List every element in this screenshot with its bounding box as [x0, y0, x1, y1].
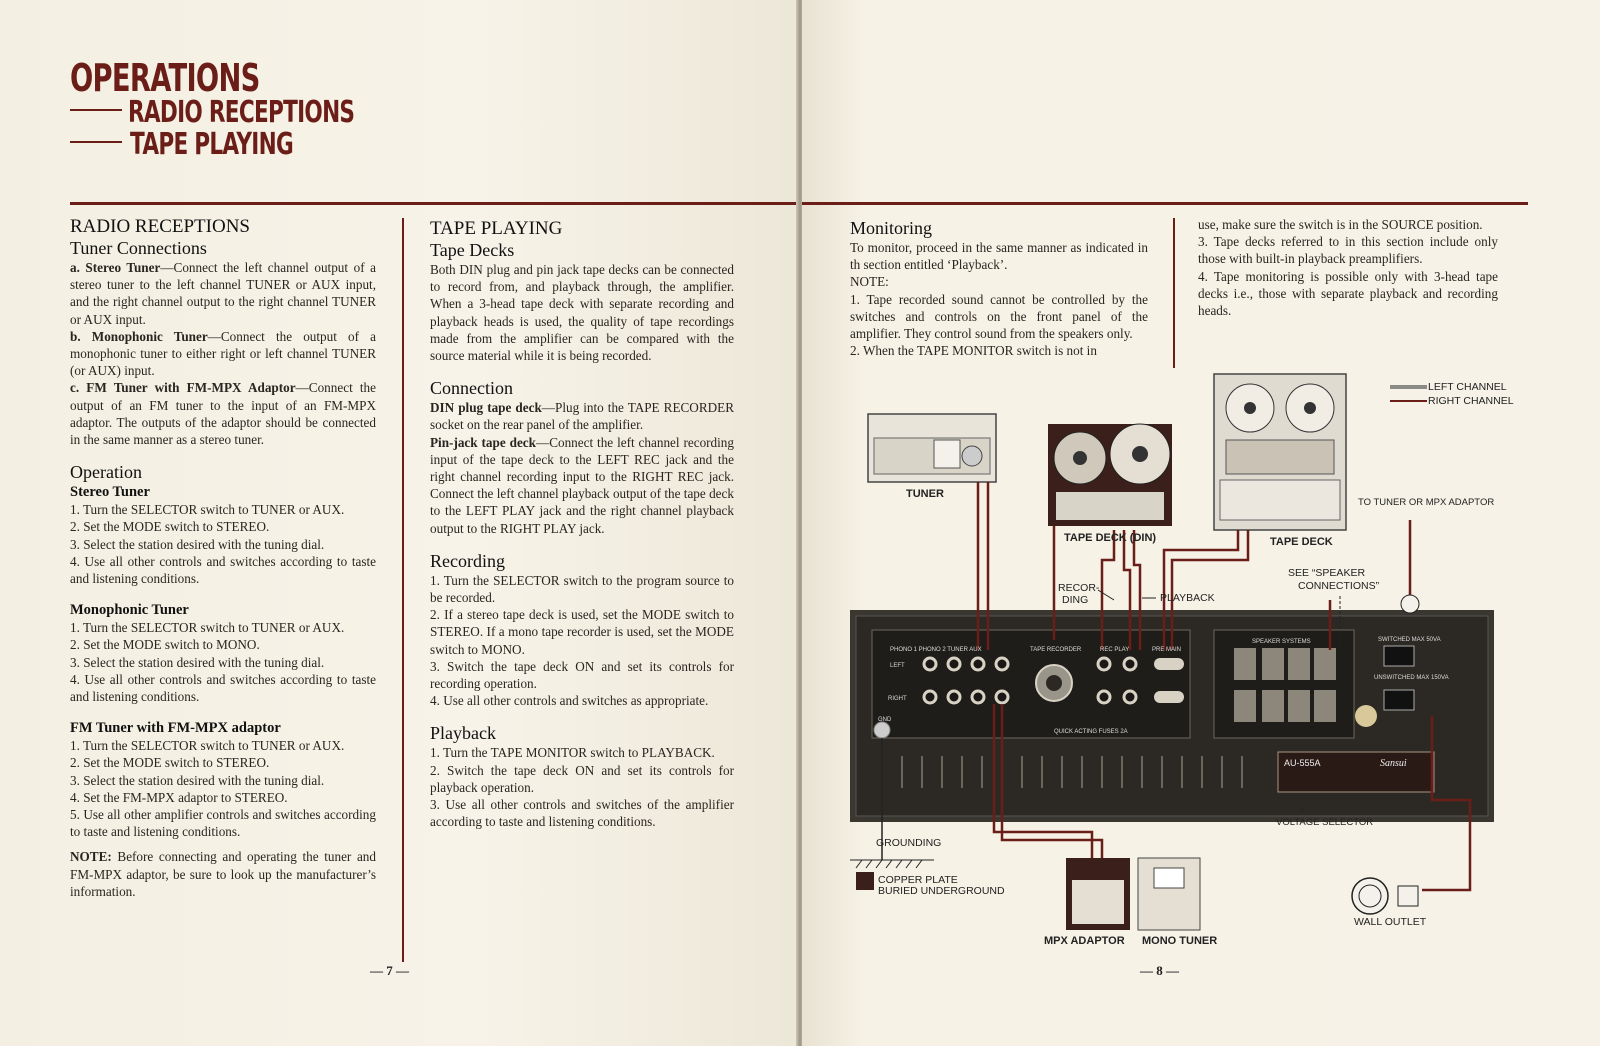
text-stereo-tuner: —Connect the left channel output of a stereo tuner to the left channel TUNER or AUX input, and the right channel output to the right channel TUNER or AUX input. [70, 260, 376, 327]
label-copper-plate: COPPER PLATE [878, 874, 958, 886]
step: 2. Set the MODE switch to STEREO. [70, 519, 270, 535]
heading-tuner-connections: Tuner Connections [70, 238, 207, 258]
column-tape [430, 218, 734, 830]
label-right-channel: RIGHT CHANNEL [1428, 395, 1514, 407]
label-see-speaker: SEE “SPEAKER [1288, 567, 1366, 579]
panel-switched-label: SWITCHED MAX 50VA [1378, 637, 1441, 643]
heading-radio-receptions: RADIO RECEPTIONS [70, 216, 250, 237]
panel-right-label: RIGHT [888, 696, 907, 702]
step: 3. Select the station desired with the tuning dial. [70, 772, 325, 788]
title-radio-receptions: RADIO RECEPTIONS [128, 95, 355, 130]
note-label: NOTE: [850, 274, 889, 290]
heading-recording: Recording [430, 550, 505, 571]
label-voltage-selector: VOLTAGE SELECTOR [1276, 817, 1374, 828]
step: 5. Use all other amplifier controls and switches according to taste and listening conditions. [70, 807, 376, 840]
panel-tape-recorder-label: TAPE RECORDER [1030, 647, 1082, 653]
label-wall-outlet: WALL OUTLET [1354, 916, 1427, 928]
paragraph-din [430, 399, 734, 433]
label-tuner: TUNER [906, 488, 944, 500]
label-playback: PLAYBACK [1160, 592, 1215, 604]
heading-monitoring: Monitoring [850, 218, 933, 238]
note-item: 1. Tape recorded sound cannot be controlled by the switches and controls on the front panel of the amplifier. They control sound from the speakers only. [850, 291, 1148, 342]
step: 1. Turn the SELECTOR switch to the program source to be recorded. [430, 572, 734, 606]
panel-left-label: LEFT [890, 663, 905, 669]
heading-connection: Connection [430, 378, 513, 399]
panel-pre-main-label: PRE MAIN [1152, 647, 1182, 653]
page-title: OPERATIONS [70, 56, 260, 100]
text-mono-tuner: —Connect the output of a monophonic tuner to either right or left channel TUNER (or AUX) input. [70, 328, 377, 379]
plug-icon [1401, 595, 1419, 613]
note-item: 4. Tape monitoring is possible only with 3-head tape decks i.e., those with separate playback and recording heads. [1198, 268, 1498, 319]
step: 3. Select the station desired with the tuning dial. [70, 654, 325, 670]
heading-tape-decks: Tape Decks [430, 240, 515, 260]
step: 2. Set the MODE switch to MONO. [70, 637, 260, 653]
label-mono-tuner: MONO TUNER [1142, 935, 1218, 947]
label-buried-underground: BURIED UNDERGROUND [878, 885, 1005, 897]
note-text: Before connecting and operating the tuner and FM-MPX adaptor, be sure to look up the manufacturer’s information. [70, 849, 376, 899]
note [70, 848, 376, 900]
step: 1. Turn the TAPE MONITOR switch to PLAYBACK. [430, 745, 715, 761]
paragraph-stereo-tuner [70, 259, 376, 328]
heading-operation: Operation [70, 462, 142, 483]
panel-speaker-systems-label: SPEAKER SYSTEMS [1252, 639, 1311, 645]
heading-stereo-tuner: Stereo Tuner [70, 484, 150, 501]
label-recording: RECOR- [1058, 582, 1100, 594]
heading-tape-playing: TAPE PLAYING [430, 218, 563, 239]
text-din: —Plug into the TAPE RECORDER socket on the rear panel of the amplifier. [430, 400, 734, 433]
step: 1. Turn the SELECTOR switch to TUNER or AUX. [70, 502, 345, 518]
right-page [802, 0, 1600, 1046]
heading-fm-tuner-mpx: FM Tuner with FM-MPX adaptor [70, 720, 281, 737]
header-rule [70, 202, 798, 205]
label-grounding: GROUNDING [876, 837, 942, 849]
panel-rec-play-label: REC PLAY [1100, 647, 1130, 653]
plug-icon [1398, 886, 1418, 906]
step: 1. Turn the SELECTOR switch to TUNER or AUX. [70, 620, 345, 636]
column-radio [70, 216, 376, 900]
paragraph-pin-jack [430, 434, 734, 537]
paragraph-tape-decks: Both DIN plug and pin jack tape decks can be connected to record from, and playback through, the amplifier. When a 3-head tape deck with separate recording and playback heads is used, the quality of tape recordings made from the amplifier can be compared with the source material while it is being recorded. [430, 262, 734, 364]
lead-din: DIN plug tape deck [430, 400, 542, 416]
page-number: — 8 — [1140, 963, 1179, 978]
text-fm-tuner: —Connect the output of an FM tuner to the input of an FM-MPX adaptor. The outputs of the adaptor should be connected in the same manner as a stereo tuner. [70, 380, 376, 448]
step: 4. Set the FM-MPX adaptor to STEREO. [70, 789, 288, 805]
title-tape-playing: TAPE PLAYING [130, 127, 293, 162]
title-dash [70, 141, 122, 143]
amp-brand-logo: Sansui [1380, 758, 1407, 769]
step: 1. Turn the SELECTOR switch to TUNER or AUX. [70, 738, 345, 754]
step: 4. Use all other controls and switches as appropriate. [430, 693, 709, 709]
label-tape-deck: TAPE DECK [1270, 536, 1333, 548]
label-recording-2: DING [1062, 594, 1089, 606]
title-dash [70, 109, 122, 111]
lead-fm-tuner: c. FM Tuner with FM-MPX Adaptor [70, 380, 296, 396]
heading-playback: Playback [430, 723, 496, 744]
label-see-speaker-2: CONNECTIONS” [1298, 580, 1380, 592]
step: 2. Set the MODE switch to STEREO. [70, 755, 270, 771]
label-tape-deck-din: TAPE DECK (DIN) [1064, 532, 1157, 544]
step: 2. Switch the tape deck ON and set its controls for playback operation. [430, 762, 734, 795]
note-label: NOTE: [70, 849, 112, 865]
label-left-channel: LEFT CHANNEL [1428, 381, 1507, 393]
paragraph-monitoring: To monitor, proceed in the same manner as indicated in th section entitled ‘Playback’. [850, 240, 1148, 273]
paragraph-fm-tuner [70, 379, 376, 448]
heading-monophonic-tuner: Monophonic Tuner [70, 602, 189, 619]
lead-stereo-tuner: a. Stereo Tuner [70, 260, 161, 275]
step: 3. Use all other controls and switches of the amplifier according to taste and listening conditions. [430, 797, 734, 830]
panel-gnd-label: GND [878, 717, 892, 723]
lead-pin-jack: Pin-jack tape deck [430, 434, 536, 450]
note-item: use, make sure the switch is in the SOURCE position. [1198, 217, 1483, 232]
label-to-tuner-mpx: TO TUNER OR MPX ADAPTOR [1358, 497, 1495, 508]
copper-plate [856, 872, 874, 890]
step: 3. Switch the tape deck ON and set its controls for recording operation. [430, 658, 734, 692]
panel-inputs-label: PHONO 1 PHONO 2 TUNER AUX [890, 647, 982, 653]
amp-model-label: AU-555A [1284, 758, 1321, 768]
ground-hatch [850, 860, 934, 868]
panel-unswitched-label: UNSWITCHED MAX 150VA [1374, 675, 1449, 681]
fuse-icon [1355, 705, 1377, 727]
paragraph-mono-tuner [70, 328, 376, 380]
panel-fuses-label: QUICK ACTING FUSES 2A [1054, 729, 1128, 735]
left-page [0, 0, 798, 1046]
step: 3. Select the station desired with the tuning dial. [70, 536, 325, 552]
note-item: 2. When the TAPE MONITOR switch is not in [850, 343, 1097, 359]
step: 4. Use all other controls and switches according to taste and listening conditions. [70, 671, 376, 705]
step: 2. If a stereo tape deck is used, set the MODE switch to STEREO. If a mono tape recorder is used, set the MODE switch to MONO. [430, 607, 734, 657]
note-item: 3. Tape decks referred to in this section include only those with built-in playback preamplifiers. [1198, 234, 1498, 267]
lead-mono-tuner: b. Monophonic Tuner [70, 328, 208, 344]
column-divider [402, 218, 404, 962]
label-mpx-adaptor: MPX ADAPTOR [1044, 935, 1125, 947]
wall-outlet-icon [1352, 878, 1388, 914]
page-number: — 7 — [370, 963, 409, 978]
step: 4. Use all other controls and switches according to taste and listening conditions. [70, 553, 376, 587]
text-pin-jack: —Connect the left channel recording input of the tape deck to the LEFT REC jack and the right channel recording input to the RIGHT REC jack. Connect the left channel playback output of the tape deck to the LEFT PLAY jack and the right channel playback output to the RIGHT PLAY jack. [430, 434, 734, 536]
